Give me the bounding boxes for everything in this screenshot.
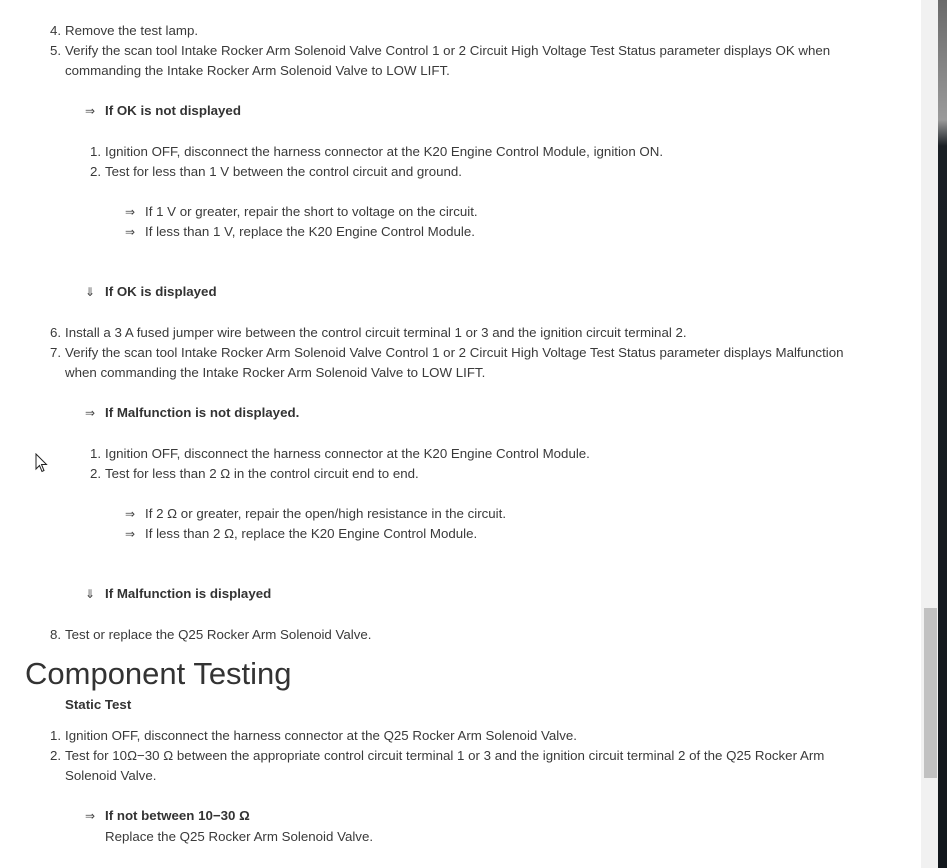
step-text: Test or replace the Q25 Rocker Arm Solenoid Valve. (65, 627, 372, 642)
right-arrow-icon: ⇒ (125, 205, 136, 219)
step-text: Solenoid Valve. (65, 768, 157, 783)
result-text: If 2 Ω or greater, repair the open/high resistance in the circuit. (145, 506, 507, 521)
substep-number: 1. (90, 144, 102, 159)
condition-label: If OK is not displayed (105, 103, 241, 118)
step-text: Verify the scan tool Intake Rocker Arm Solenoid Valve Control 1 or 2 Circuit High Voltage Test Status parameter displays Malfunction (65, 345, 844, 360)
condition-label: If not between 10−30 Ω (105, 808, 250, 823)
window-edge (938, 0, 947, 868)
section-heading: Component Testing (25, 656, 292, 691)
condition-label: If Malfunction is not displayed. (105, 405, 300, 420)
condition-label: If Malfunction is displayed (105, 586, 272, 601)
sub-heading: Static Test (65, 697, 132, 712)
right-arrow-icon: ⇒ (85, 809, 96, 823)
step-number: 4. (50, 23, 62, 38)
step-number: 1. (50, 728, 62, 743)
right-arrow-icon: ⇒ (125, 507, 136, 521)
down-arrow-icon: ⇓ (85, 587, 96, 601)
substep-text: Ignition OFF, disconnect the harness connector at the K20 Engine Control Module. (105, 446, 590, 461)
step-text: Install a 3 A fused jumper wire between the control circuit terminal 1 or 3 and the ignition circuit terminal 2. (65, 325, 687, 340)
result-text: If less than 1 V, replace the K20 Engine Control Module. (145, 224, 475, 239)
step-number: 5. (50, 43, 62, 58)
down-arrow-icon: ⇓ (85, 285, 96, 299)
right-arrow-icon: ⇒ (85, 406, 96, 420)
step-number: 7. (50, 345, 62, 360)
step-number: 8. (50, 627, 62, 642)
substep-text: Test for less than 2 Ω in the control circuit end to end. (105, 466, 419, 481)
step-text: Ignition OFF, disconnect the harness connector at the Q25 Rocker Arm Solenoid Valve. (65, 728, 577, 743)
result-text: If less than 2 Ω, replace the K20 Engine Control Module. (145, 526, 478, 541)
result-text: Replace the Q25 Rocker Arm Solenoid Valve. (105, 829, 374, 844)
step-text: when commanding the Intake Rocker Arm Solenoid Valve to LOW LIFT. (65, 365, 486, 380)
substep-text: Ignition OFF, disconnect the harness connector at the K20 Engine Control Module, ignition ON. (105, 144, 664, 159)
step-number: 2. (50, 748, 62, 763)
substep-number: 2. (90, 466, 102, 481)
right-arrow-icon: ⇒ (85, 104, 96, 118)
step-number: 6. (50, 325, 62, 340)
step-text: Remove the test lamp. (65, 23, 199, 38)
substep-number: 1. (90, 446, 102, 461)
step-text: Verify the scan tool Intake Rocker Arm Solenoid Valve Control 1 or 2 Circuit High Voltage Test Status parameter displays OK when (65, 43, 831, 58)
result-text: If 1 V or greater, repair the short to voltage on the circuit. (145, 204, 478, 219)
right-arrow-icon: ⇒ (125, 225, 136, 239)
substep-number: 2. (90, 164, 102, 179)
mouse-pointer-icon (35, 453, 49, 478)
substep-text: Test for less than 1 V between the control circuit and ground. (105, 164, 463, 179)
condition-label: If OK is displayed (105, 284, 217, 299)
step-text: commanding the Intake Rocker Arm Solenoid Valve to LOW LIFT. (65, 63, 450, 78)
right-arrow-icon: ⇒ (125, 527, 136, 541)
scrollbar-thumb[interactable] (924, 608, 937, 778)
step-text: Test for 10Ω−30 Ω between the appropriate control circuit terminal 1 or 3 and the ignition circuit terminal 2 of the Q25 Rocker Arm (65, 748, 825, 763)
